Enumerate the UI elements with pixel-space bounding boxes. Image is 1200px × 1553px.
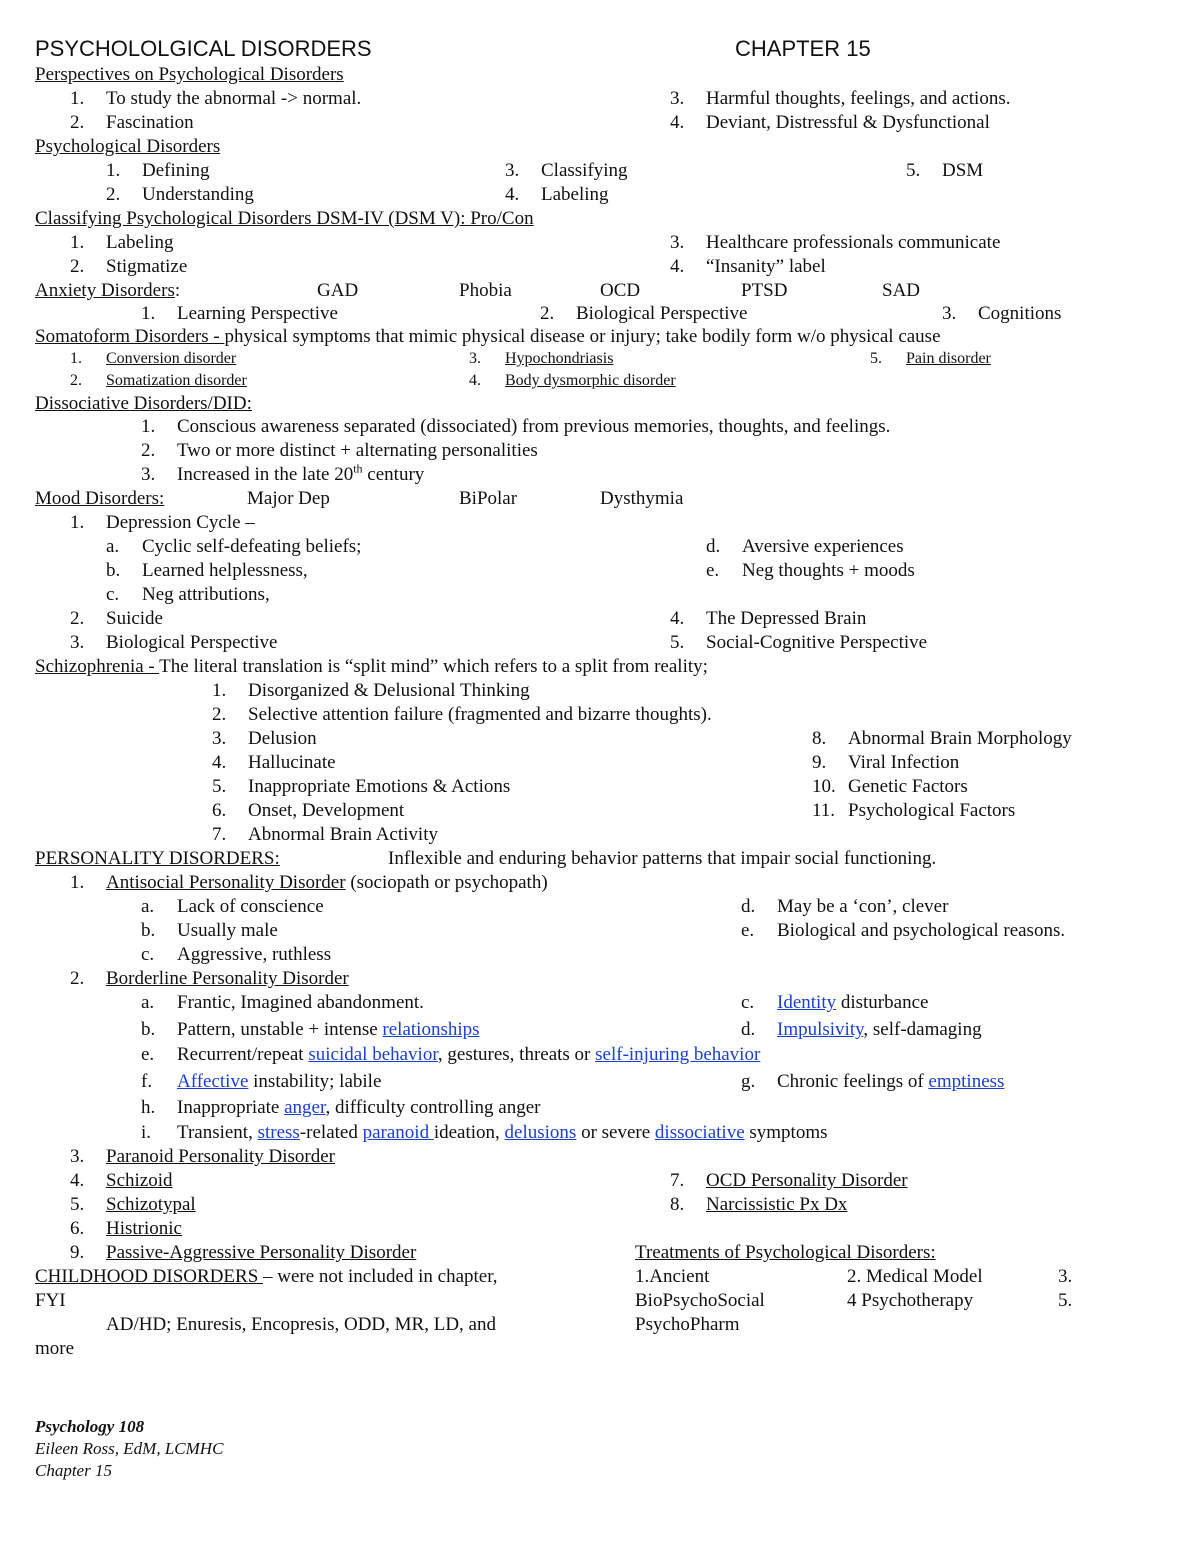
- list-number: 8.: [670, 1194, 685, 1215]
- treatment-item: PsychoPharm: [635, 1314, 740, 1335]
- section-heading-mood: Mood Disorders:: [35, 488, 165, 509]
- page-title: PSYCHOLOLGICAL DISORDERS: [35, 36, 372, 61]
- list-item: Narcissistic Px Dx: [706, 1194, 848, 1215]
- list-number: 6.: [212, 800, 227, 821]
- list-letter: f.: [141, 1071, 153, 1092]
- relationships-link[interactable]: relationships: [382, 1019, 480, 1040]
- list-number: 5.: [906, 160, 921, 181]
- list-number: 2.: [70, 608, 85, 629]
- stress-link[interactable]: stress: [257, 1122, 300, 1143]
- list-item: Delusion: [248, 728, 317, 749]
- childhood-list: AD/HD; Enuresis, Encopresis, ODD, MR, LD, and: [106, 1314, 496, 1335]
- list-number: 4.: [670, 608, 685, 629]
- list-letter: h.: [141, 1097, 156, 1118]
- list-item: Pain disorder: [906, 350, 991, 367]
- list-letter: b.: [141, 1019, 156, 1040]
- list-item: Abnormal Brain Morphology: [848, 728, 1072, 749]
- list-item: Genetic Factors: [848, 776, 968, 797]
- list-number: 1.: [106, 160, 121, 181]
- dissociative-link[interactable]: dissociative: [654, 1122, 745, 1143]
- list-item: To study the abnormal -> normal.: [106, 88, 362, 109]
- list-item: May be a ‘con’, clever: [777, 896, 949, 917]
- list-item: Aggressive, ruthless: [177, 944, 332, 965]
- mood-type: Major Dep: [247, 488, 330, 509]
- list-item: Abnormal Brain Activity: [248, 824, 438, 845]
- list-number: 2.: [540, 303, 555, 324]
- list-letter: d.: [706, 536, 721, 557]
- list-number: 3.: [70, 1146, 85, 1167]
- list-number: 1.: [70, 872, 85, 893]
- childhood-list-continued: more: [35, 1338, 75, 1359]
- list-letter: e.: [141, 1044, 155, 1065]
- list-item: Somatization disorder: [106, 372, 247, 389]
- list-item: Selective attention failure (fragmented and bizarre thoughts).: [248, 704, 712, 725]
- list-number: 6.: [70, 1218, 85, 1239]
- list-letter: e.: [706, 560, 720, 581]
- self-injuring-behavior-link[interactable]: self-injuring behavior: [595, 1044, 761, 1065]
- list-item: Cyclic self-defeating beliefs;: [142, 536, 362, 557]
- list-letter: c.: [106, 584, 120, 605]
- list-item: The Depressed Brain: [706, 608, 867, 629]
- list-number: 5.: [212, 776, 227, 797]
- list-number: 5.: [870, 350, 882, 367]
- treatment-item: 4 Psychotherapy: [847, 1290, 974, 1311]
- list-item: Two or more distinct + alternating personalities: [177, 440, 538, 461]
- list-item: Transient, stress-related paranoid ideation, delusions or severe dissociative symptoms: [177, 1122, 828, 1143]
- list-item: Borderline Personality Disorder: [106, 968, 349, 989]
- list-item: Schizotypal: [106, 1194, 196, 1215]
- list-number: 2.: [70, 112, 85, 133]
- anxiety-type: OCD: [600, 280, 641, 301]
- list-item: Conversion disorder: [106, 350, 237, 367]
- list-letter: c.: [141, 944, 155, 965]
- list-item: Depression Cycle –: [106, 512, 255, 533]
- section-heading-perspectives: Perspectives on Psychological Disorders: [35, 64, 344, 85]
- list-item: Defining: [142, 160, 210, 181]
- section-heading-treatments: Treatments of Psychological Disorders:: [635, 1242, 936, 1263]
- mood-type: BiPolar: [459, 488, 518, 509]
- list-number: 9.: [812, 752, 827, 773]
- footer-chapter: Chapter 15: [35, 1461, 112, 1480]
- list-number: 2.: [70, 256, 85, 277]
- list-item: “Insanity” label: [706, 256, 826, 277]
- list-item: Cognitions: [978, 303, 1062, 324]
- list-item: OCD Personality Disorder: [706, 1170, 908, 1191]
- list-item: Psychological Factors: [848, 800, 1016, 821]
- list-item: Increased in the late 20th century: [177, 461, 425, 485]
- list-item: Biological Perspective: [576, 303, 748, 324]
- treatment-item: 2. Medical Model: [847, 1266, 983, 1287]
- list-item: Viral Infection: [848, 752, 960, 773]
- list-item: Biological and psychological reasons.: [777, 920, 1066, 941]
- list-number: 1.: [141, 416, 156, 437]
- list-item: Antisocial Personality Disorder (sociopath or psychopath): [106, 872, 548, 893]
- list-item: Chronic feelings of emptiness: [777, 1071, 1005, 1092]
- section-heading-childhood: CHILDHOOD DISORDERS – were not included in chapter,: [35, 1266, 498, 1287]
- section-heading-dissociative: Dissociative Disorders/DID:: [35, 393, 252, 414]
- treatment-item: 5.: [1058, 1290, 1073, 1311]
- list-letter: c.: [741, 992, 755, 1013]
- list-number: 2.: [141, 440, 156, 461]
- impulsivity-link[interactable]: Impulsivity: [777, 1019, 864, 1040]
- list-number: 1.: [70, 512, 85, 533]
- list-item: Inappropriate anger, difficulty controlling anger: [177, 1097, 541, 1118]
- list-number: 3.: [942, 303, 957, 324]
- list-number: 9.: [70, 1242, 85, 1263]
- treatment-item: 3.: [1058, 1266, 1073, 1287]
- list-letter: g.: [741, 1071, 756, 1092]
- list-item: Neg thoughts + moods: [742, 560, 915, 581]
- list-number: 7.: [212, 824, 227, 845]
- list-number: 3.: [505, 160, 520, 181]
- anxiety-type: PTSD: [741, 280, 788, 301]
- list-item: Suicide: [106, 608, 163, 629]
- author-name: Eileen Ross, EdM, LCMHC: [35, 1439, 224, 1458]
- list-item: Passive-Aggressive Personality Disorder: [106, 1242, 417, 1263]
- anxiety-type: GAD: [317, 280, 359, 301]
- list-number: 2.: [70, 372, 82, 389]
- section-heading-personality: PERSONALITY DISORDERS:: [35, 848, 280, 869]
- list-number: 4.: [670, 112, 685, 133]
- delusions-link[interactable]: delusions: [504, 1122, 577, 1143]
- section-description: Inflexible and enduring behavior patterns that impair social functioning.: [388, 848, 937, 869]
- list-number: 3.: [212, 728, 227, 749]
- list-number: 1.: [70, 88, 85, 109]
- list-item: Learned helplessness,: [142, 560, 308, 581]
- section-heading-anxiety: Anxiety Disorders:: [35, 280, 181, 301]
- list-letter: i.: [141, 1122, 152, 1143]
- list-item: Hallucinate: [248, 752, 336, 773]
- list-item: Classifying: [541, 160, 628, 181]
- list-item: Disorganized & Delusional Thinking: [248, 680, 530, 701]
- list-number: 4.: [505, 184, 520, 205]
- list-number: 3.: [70, 632, 85, 653]
- emptiness-link[interactable]: emptiness: [928, 1071, 1005, 1092]
- list-item: Body dysmorphic disorder: [505, 372, 676, 389]
- list-item: DSM: [942, 160, 984, 181]
- list-number: 1.: [70, 232, 85, 253]
- list-number: 3.: [670, 88, 685, 109]
- list-item: Usually male: [177, 920, 278, 941]
- list-item: Conscious awareness separated (dissociated) from previous memories, thoughts, and feelings.: [177, 416, 891, 437]
- section-heading-psych-disorders: Psychological Disorders: [35, 136, 221, 157]
- list-number: 1.: [212, 680, 227, 701]
- treatment-item: 1.Ancient: [635, 1266, 710, 1287]
- list-item: Biological Perspective: [106, 632, 278, 653]
- list-number: 4.: [469, 372, 481, 389]
- list-letter: a.: [141, 992, 155, 1013]
- list-item: Aversive experiences: [742, 536, 904, 557]
- list-item: Healthcare professionals communicate: [706, 232, 1001, 253]
- list-item: Neg attributions,: [142, 584, 270, 605]
- list-number: 3.: [670, 232, 685, 253]
- identity-link[interactable]: Identity: [777, 992, 837, 1013]
- list-item: Recurrent/repeat suicidal behavior, gestures, threats or self-injuring behavior: [177, 1044, 761, 1065]
- list-letter: b.: [106, 560, 121, 581]
- list-item: Social-Cognitive Perspective: [706, 632, 928, 653]
- section-heading-classifying: Classifying Psychological Disorders DSM-IV (DSM V): Pro/Con: [35, 208, 534, 229]
- list-letter: b.: [141, 920, 156, 941]
- list-number: 4.: [212, 752, 227, 773]
- list-number: 3.: [141, 464, 156, 485]
- list-item: Deviant, Distressful & Dysfunctional: [706, 112, 990, 133]
- list-number: 7.: [670, 1170, 685, 1191]
- list-number: 5.: [70, 1194, 85, 1215]
- list-number: 2.: [212, 704, 227, 725]
- list-item: Labeling: [541, 184, 609, 205]
- list-letter: d.: [741, 896, 756, 917]
- course-name: Psychology 108: [35, 1417, 145, 1436]
- treatment-item: BioPsychoSocial: [635, 1290, 765, 1311]
- list-number: 5.: [670, 632, 685, 653]
- list-item: Labeling: [106, 232, 174, 253]
- list-number: 4.: [70, 1170, 85, 1191]
- list-number: 2.: [70, 968, 85, 989]
- list-item: Frantic, Imagined abandonment.: [177, 992, 424, 1013]
- chapter-label: CHAPTER 15: [735, 36, 871, 61]
- list-item: Histrionic: [106, 1218, 182, 1239]
- anxiety-type: Phobia: [459, 280, 512, 301]
- list-item: Harmful thoughts, feelings, and actions.: [706, 88, 1011, 109]
- list-item: Onset, Development: [248, 800, 405, 821]
- list-item: Understanding: [142, 184, 254, 205]
- list-item: Schizoid: [106, 1170, 173, 1191]
- list-number: 8.: [812, 728, 827, 749]
- suicidal-behavior-link[interactable]: suicidal behavior: [308, 1044, 438, 1065]
- section-heading-schizophrenia: Schizophrenia - The literal translation is “split mind” which refers to a split from reality;: [35, 656, 708, 677]
- fyi-label: FYI: [35, 1290, 66, 1311]
- list-item: Identity disturbance: [777, 992, 929, 1013]
- list-number: 1.: [70, 350, 82, 367]
- anger-link[interactable]: anger: [284, 1097, 326, 1118]
- section-heading-somatoform: Somatoform Disorders - physical symptoms that mimic physical disease or injury; take bodily form w/o physical cause: [35, 326, 941, 347]
- list-item: Stigmatize: [106, 256, 188, 277]
- list-letter: d.: [741, 1019, 756, 1040]
- list-number: 2.: [106, 184, 121, 205]
- anxiety-type: SAD: [882, 280, 921, 301]
- list-number: 3.: [469, 350, 481, 367]
- list-letter: e.: [741, 920, 755, 941]
- list-letter: a.: [106, 536, 120, 557]
- list-number: 1.: [141, 303, 156, 324]
- list-number: 4.: [670, 256, 685, 277]
- list-item: Inappropriate Emotions & Actions: [248, 776, 511, 797]
- list-item: Paranoid Personality Disorder: [106, 1146, 336, 1167]
- list-item: Learning Perspective: [177, 303, 338, 324]
- list-item: Pattern, unstable + intense relationships: [177, 1019, 480, 1040]
- list-letter: a.: [141, 896, 155, 917]
- list-item: Fascination: [106, 112, 194, 133]
- list-item: Impulsivity, self-damaging: [777, 1019, 982, 1040]
- list-number: 11.: [812, 800, 836, 821]
- paranoid-link[interactable]: paranoid: [362, 1122, 434, 1143]
- mood-type: Dysthymia: [600, 488, 684, 509]
- list-item: Lack of conscience: [177, 896, 324, 917]
- list-item: Hypochondriasis: [505, 350, 614, 367]
- list-number: 10.: [812, 776, 836, 797]
- list-item: Affective instability; labile: [177, 1071, 382, 1092]
- affective-link[interactable]: Affective: [177, 1071, 249, 1092]
